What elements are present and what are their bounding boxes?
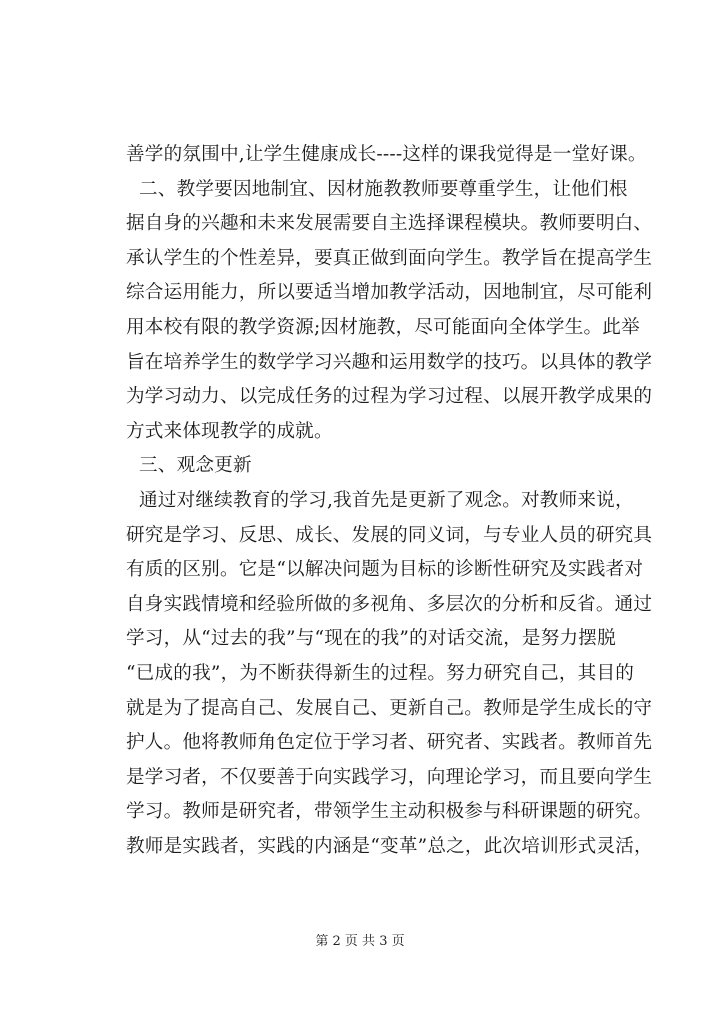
section-heading: 三、观念更新 [139,455,252,477]
text-line: 方式来体现教学的成就。 [126,420,333,442]
text-line: 为学习动力、以完成任务的过程为学习过程、以展开教学成果的 [126,386,653,408]
text-line: 是学习者，不仅要善于向实践学习，向理论学习，而且要向学生 [126,766,653,788]
text-line: 据自身的兴趣和未来发展需要自主选择课程模块。教师要明白、 [126,213,653,235]
text-line: 承认学生的个性差异，要真正做到面向学生。教学旨在提高学生 [126,247,653,269]
page-number-footer: 第 2 页 共 3 页 [315,934,405,949]
text-line: 通过对继续教育的学习,我首先是更新了观念。对教师来说， [139,489,634,511]
text-line: 善学的氛围中,让学生健康成长----这样的课我觉得是一堂好课。 [126,144,647,165]
text-line: 就是为了提高自己、发展自己、更新自己。教师是学生成长的守 [126,697,653,719]
text-line: 研究是学习、反思、成长、发展的同义词，与专业人员的研究具 [126,524,653,546]
text-line: 旨在培养学生的数学学习兴趣和运用数学的技巧。以具体的教学 [126,351,653,373]
text-line: 教师是实践者，实践的内涵是“变革”总之，此次培训形式灵活， [126,835,653,857]
text-line: 护人。他将教师角色定位于学习者、研究者、实践者。教师首先 [126,732,653,754]
text-line: 用本校有限的教学资源;因材施教，尽可能面向全体学生。此举 [126,316,640,338]
text-line: 学习，从“过去的我”与“现在的我”的对话交流，是努力摆脱 [126,628,616,650]
text-line: 综合运用能力，所以要适当增加教学活动，因地制宜，尽可能利 [126,282,653,304]
body-text [126,138,653,864]
text-line: “已成的我”，为不断获得新生的过程。努力研究自己，其目的 [126,662,635,684]
text-line: 自身实践情境和经验所做的多视角、多层次的分析和反省。通过 [126,593,653,615]
text-line: 学习。教师是研究者，带领学生主动积极参与科研课题的研究。 [126,801,653,823]
text-line: 二、教学要因地制宜、因材施教教师要尊重学生，让他们根 [139,178,628,200]
text-line: 有质的区别。它是“以解决问题为目标的诊断性研究及实践者对 [126,559,644,581]
